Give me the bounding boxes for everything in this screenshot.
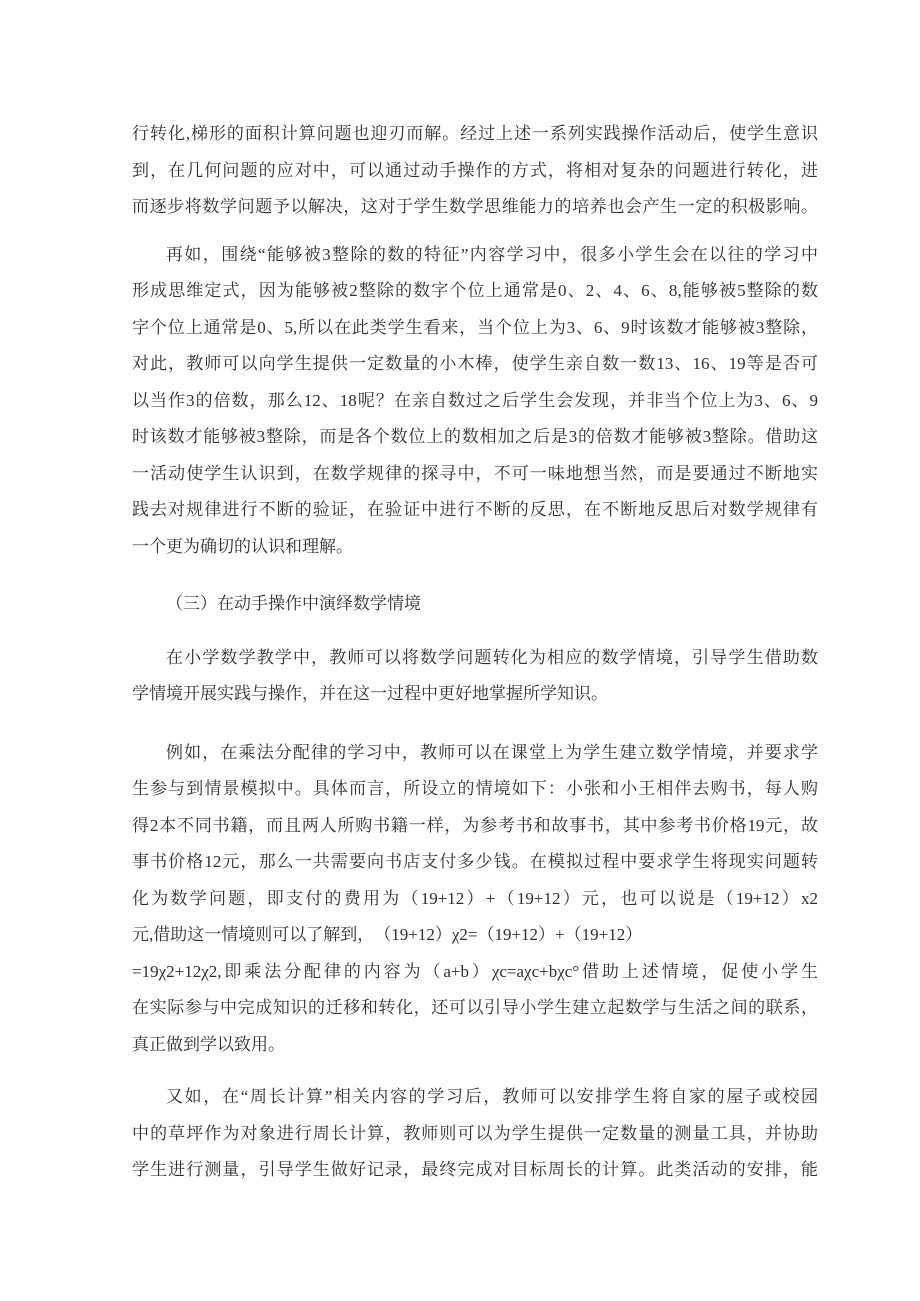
paragraph: [132, 237, 818, 566]
heading-line: （三）在动手操作中演绎数学情境: [166, 594, 421, 613]
text-line: 又如，在“周长计算”相关内容的学习后，教师可以安排学生将自家的屋子或校园: [166, 1087, 818, 1106]
text-line: 得2本不同书籍，而且两人所购书籍一样，为参考书和故事书，其中参考书价格19元，故: [132, 815, 818, 835]
text-line: 形成思维定式，因为能够被2整除的数字个位上通常是0、2、4、6、8,能够被5整除的数: [132, 281, 818, 300]
text-line: 在小学数学教学中，教师可以将数学问题转化为相应的数学情境，引导学生借助数: [166, 647, 818, 667]
text-line: 学生进行测量，引导学生做好记录，最终完成对目标周长的计算。此类活动的安排，能: [132, 1160, 818, 1179]
paragraph: [132, 1079, 818, 1189]
text-line: 到，在几何问题的应对中，可以通过动手操作的方式，将相对复杂的问题进行转化，进: [132, 160, 818, 180]
text-line: 行转化,梯形的面积计算问题也迎刃而解。经过上述一系列实践操作活动后，使学生意识: [132, 124, 818, 143]
text-line: 对此，教师可以向学生提供一定数量的小木棒，使学生亲自数一数13、16、19等是否可: [132, 354, 818, 373]
text-line: 字个位上通常是0、5,所以在此类学生看来，当个位上为3、6、9时该数才能够被3整除，: [132, 317, 818, 337]
text-line: 例如，在乘法分配律的学习中，教师可以在课堂上为学生建立数学情境，并要求学: [166, 742, 818, 762]
text-line: =19χ2+12χ2,即乘法分配律的内容为（a+b）χc=aχc+bχc°借助上述情境，促使小学生: [132, 961, 818, 981]
text-line: 以当作3的倍数，那么12、18呢？在亲自数过之后学生会发现，并非当个位上为3、6、9: [132, 390, 818, 410]
text-line: 时该数才能够被3整除，而是各个数位上的数相加之后是3的倍数才能够被3整除。借助这: [132, 427, 818, 446]
paragraph: [132, 735, 818, 1064]
paragraph: [132, 640, 818, 713]
text-line: 一个更为确切的认识和理解。: [132, 536, 353, 556]
text-line: 真正做到学以致用。: [132, 1034, 285, 1054]
text-line: 在实际参与中完成知识的迁移和转化，还可以引导小学生建立起数学与生活之间的联系，: [132, 998, 818, 1017]
text-line: 学情境开展实践与操作，并在这一过程中更好地掌握所学知识。: [132, 684, 608, 703]
text-line: 再如，围绕“能够被3整除的数的特征”内容学习中，很多小学生会在以往的学习中: [166, 244, 818, 264]
text-line: 践去对规律进行不断的验证，在验证中进行不断的反思，在不断地反思后对数学规律有: [132, 500, 818, 519]
text-line: 而逐步将数学问题予以解决，这对于学生数学思维能力的培养也会产生一定的积极影响。: [132, 197, 818, 216]
text-line: 元,借助这一情境则可以了解到， （19+12）χ2=（19+12）+（19+12）: [132, 925, 643, 944]
text-line: 一活动使学生认识到，在数学规律的探寻中，不可一味地想当然，而是要通过不断地实: [132, 463, 818, 483]
text-line: 化为数学问题，即支付的费用为（19+12）+（19+12）元，也可以说是（19+12）x2: [132, 888, 818, 908]
section-heading: [132, 586, 818, 623]
paragraph: [132, 116, 818, 226]
text-line: 事书价格12元，那么一共需要向书店支付多少钱。在模拟过程中要求学生将现实问题转: [132, 852, 818, 871]
text-line: 中的草坪作为对象进行周长计算，教师则可以为学生提供一定数量的测量工具，并协助: [132, 1123, 818, 1143]
text-line: 生参与到情景模拟中。具体而言，所设立的情境如下：小张和小王相伴去购书，每人购: [132, 779, 818, 798]
